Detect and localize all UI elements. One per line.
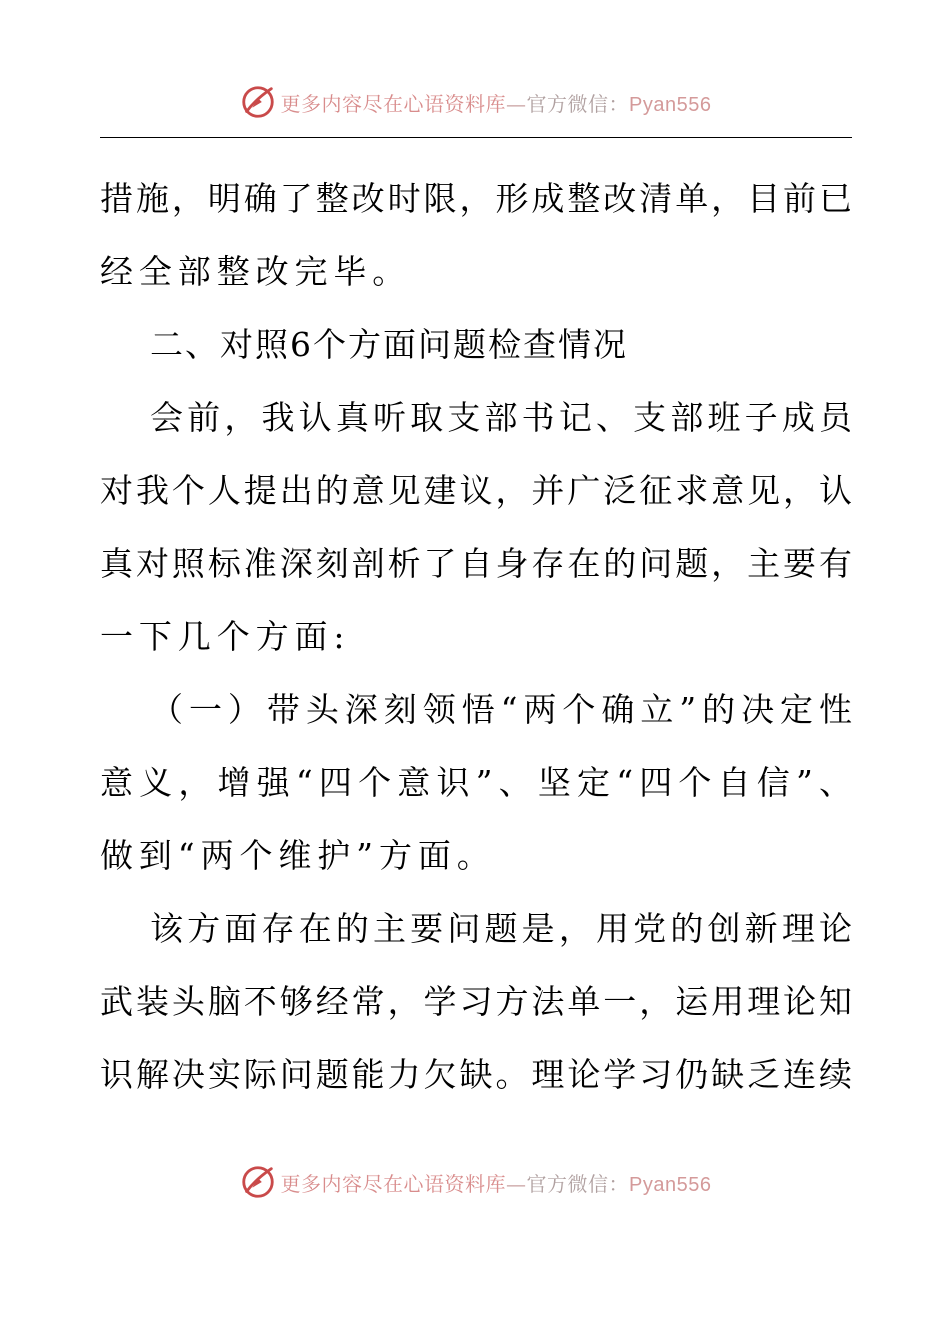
- watermark-dash: —: [506, 91, 527, 116]
- paragraph-line: 一下几个方面:: [100, 617, 351, 656]
- subsection-heading: （一）带头深刻领悟“两个确立”的决定性: [150, 690, 852, 729]
- watermark-wechat-label: 官方微信：: [526, 1171, 630, 1196]
- watermark-brand: 更多内容尽在心语资料库: [280, 1171, 507, 1196]
- paragraph-line: 真对照标准深刻剖析了自身存在的问题，主要有: [100, 544, 852, 583]
- header-watermark: [0, 82, 950, 122]
- paragraph-line: 会前，我认真听取支部书记、支部班子成员: [150, 398, 852, 437]
- paragraph-line: 对我个人提出的意见建议，并广泛征求意见，认: [100, 471, 852, 510]
- subsection-heading-line: 意义，增强“四个意识”、坚定“四个自信”、: [100, 763, 852, 802]
- watermark-wechat-id: Pyan556: [629, 93, 712, 116]
- watermark-wechat-id: Pyan556: [629, 1173, 712, 1196]
- footer-watermark: [0, 1162, 950, 1202]
- paragraph-line: 武装头脑不够经常，学习方法单一，运用理论知: [100, 982, 852, 1021]
- watermark-dash: —: [506, 1171, 527, 1196]
- pen-logo-icon: [239, 1163, 277, 1201]
- paragraph-line: 识解决实际问题能力欠缺。理论学习仍缺乏连续: [100, 1055, 852, 1094]
- header-divider: [100, 137, 852, 138]
- pen-logo-icon: [239, 83, 277, 121]
- watermark-brand: 更多内容尽在心语资料库: [280, 91, 507, 116]
- section-heading: 二、对照6个方面问题检查情况: [150, 325, 628, 364]
- paragraph-line: 该方面存在的主要问题是，用党的创新理论: [150, 909, 852, 948]
- paragraph-line: 措施，明确了整改时限，形成整改清单，目前已: [100, 179, 852, 218]
- watermark-wechat-label: 官方微信：: [526, 91, 630, 116]
- paragraph-line: 经全部整改完毕。: [100, 252, 412, 291]
- watermark-text: [281, 1168, 712, 1197]
- watermark-text: [281, 88, 712, 117]
- document-body: [100, 162, 852, 1111]
- subsection-heading-line: 做到“两个维护”方面。: [100, 836, 496, 875]
